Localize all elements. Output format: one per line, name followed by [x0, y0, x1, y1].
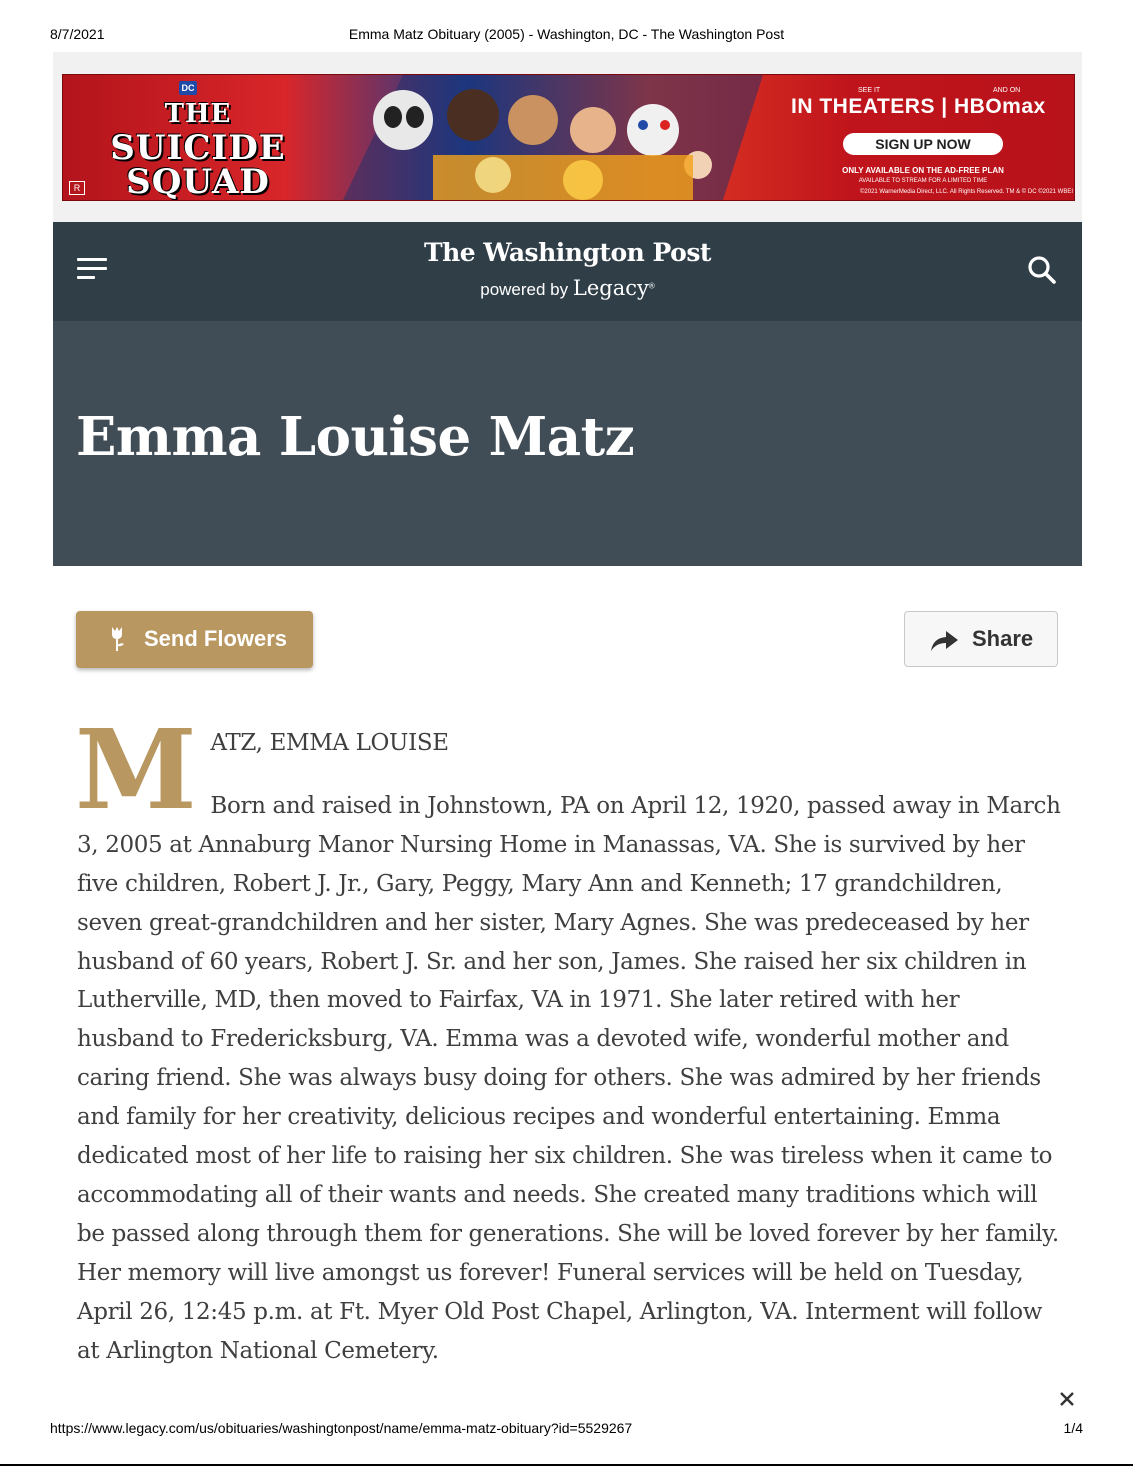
- ad-sign-up-button[interactable]: SIGN UP NOW: [843, 133, 1003, 155]
- legacy-logo: Legacy: [572, 276, 649, 300]
- site-header: [53, 222, 1082, 321]
- ad-movie-title: [103, 97, 293, 199]
- close-icon[interactable]: [1052, 1384, 1082, 1414]
- ad-only-available: ONLY AVAILABLE ON THE AD-FREE PLAN: [842, 166, 1004, 175]
- deceased-name: Emma Louise Matz: [76, 406, 635, 468]
- ad-cta-area: [783, 75, 1074, 200]
- obituary-heading: ATZ, EMMA LOUISE: [210, 730, 449, 756]
- ad-in-theaters: IN THEATERS | HBOmax: [791, 95, 1046, 118]
- drop-cap: M: [75, 705, 197, 834]
- dc-logo: DC: [179, 81, 197, 95]
- print-header: [0, 26, 1133, 44]
- ad-artwork: [343, 75, 763, 200]
- ad-banner[interactable]: [62, 74, 1075, 201]
- send-flowers-label: Send Flowers: [144, 626, 288, 651]
- print-title: Emma Matz Obituary (2005) - Washington, DC - The Washington Post: [348, 26, 785, 42]
- print-footer: [0, 1420, 1133, 1438]
- ad-title-main: SUICIDE SQUAD: [110, 128, 286, 201]
- obituary-text: [75, 705, 1062, 1371]
- powered-by-legacy: powered by Legacy®: [480, 276, 655, 300]
- send-flowers-button[interactable]: [76, 611, 313, 668]
- obituary-body: Born and raised in Johnstown, PA on April 12, 1920, passed away in March 3, 2005 at Annaburg Manor Nursing Home in Manassas, VA. She is survived by her five children, Robert J. Jr., Gary, Peggy, Mary Ann and Kenneth; 17 grandchildren, seven great-grandchildren and her sister, Mary Agnes. She was predeceased by her husband of 60 years, Robert J. Sr. and her son, James. She raised her six children in Lutherville, MD, then moved to Fairfax, VA in 1971. She later retired with her husband to Fredericksburg, VA. Emma was a devoted wife, wonderful mother and caring friend. She was always busy doing for others. She was admired by her friends and family for her creativity, delicious recipes and wonderful entertaining. Emma dedicated most of her life to raising her six children. She was tireless when it came to accommodating all of their wants and needs. She created many traditions which will be passed along through them for generations. She will be loved forever by her family. Her memory will live amongst us forever! Funeral services will be held on Tuesday, April 26, 12:45 p.m. at Ft. Myer Old Post Chapel, Arlington, VA. Interment will follow at Arlington National Cemetery.: [77, 792, 1061, 1364]
- share-button[interactable]: [904, 611, 1058, 667]
- ad-copyright: ©2021 WarnerMedia Direct, LLC. All Rights Reserved. TM & © DC ©2021 WBEI: [859, 189, 1073, 195]
- print-date: 8/7/2021: [50, 26, 105, 42]
- ad-and-on: AND ON: [993, 87, 1021, 94]
- ad-title-the: THE: [164, 99, 232, 129]
- washington-post-logo[interactable]: The Washington Post: [424, 238, 711, 267]
- rating-badge: R: [69, 181, 85, 195]
- share-arrow-icon: [929, 629, 959, 653]
- powered-by-label: powered by: [480, 280, 569, 299]
- share-label: Share: [972, 626, 1034, 651]
- ad-see-it: SEE IT: [858, 87, 881, 94]
- page-divider: [0, 1464, 1133, 1466]
- print-url: https://www.legacy.com/us/obituaries/washingtonpost/name/emma-matz-obituary?id=5529267: [50, 1420, 633, 1436]
- flower-icon: [106, 625, 128, 653]
- search-icon[interactable]: [1026, 254, 1058, 286]
- ad-available-stream: AVAILABLE TO STREAM FOR A LIMITED TIME: [858, 178, 988, 184]
- page-number: 1/4: [1063, 1420, 1083, 1436]
- obituary-hero: [53, 321, 1082, 566]
- ad-container: [53, 52, 1082, 222]
